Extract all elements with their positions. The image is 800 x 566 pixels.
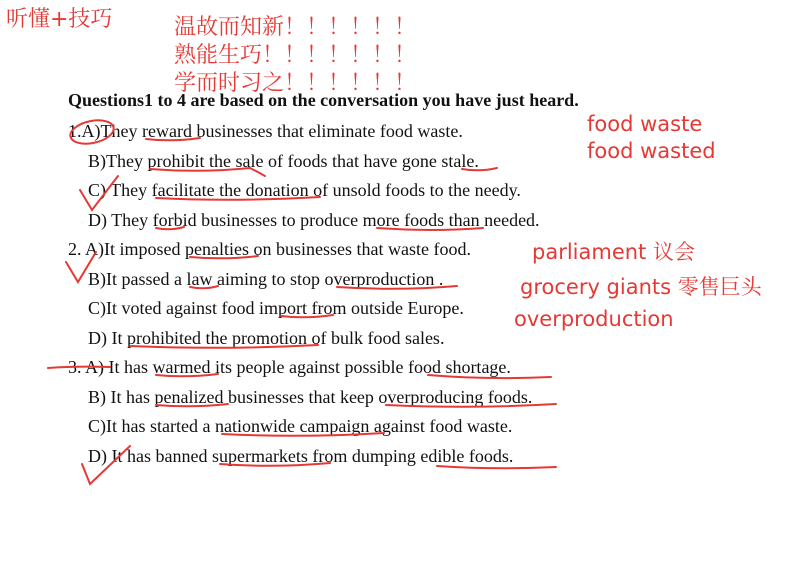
option-text: A)They reward businesses that eliminate food waste. [81,121,463,141]
underline-mark [156,227,184,229]
question-1-option-d: D) They forbid businesses to produce more foods than needed. [88,210,540,230]
underline-mark [437,466,556,468]
underline-mark [337,286,457,289]
motto-line: 学而时习之！！！！！！ [174,71,417,96]
motto-line: 熟能生巧！！！！！！！ [174,43,417,68]
underline-mark [150,168,265,176]
underline-mark [190,286,218,288]
question-2-option-d: D) It prohibited the promotion of bulk food sales. [88,328,445,348]
underline-mark [130,345,318,348]
question-2-option-b: B)It passed a law aiming to stop overproduction . [88,269,444,289]
underline-mark [377,228,483,230]
tick-mark [66,252,96,282]
underline-mark [462,168,497,170]
underline-mark [386,404,556,407]
tick-mark [82,446,130,484]
underline-mark [281,315,333,317]
underline-mark [156,374,218,376]
question-number: 1. [68,121,82,141]
note-food-waste: food waste [587,112,703,136]
note-food-wasted: food wasted [587,139,716,163]
tick-mark [80,176,118,210]
question-1-option-b: B)They prohibit the sale of foods that have gone stale. [88,151,479,171]
underline-mark [190,256,258,258]
underline-mark [220,463,330,466]
underline-mark [146,138,200,140]
option-text: A) It has warmed its people against possible food shortage. [85,357,511,377]
question-number: 2. [68,239,82,259]
handwritten-note-listening-skills: 听懂+技巧 [6,7,113,32]
instruction-heading: Questions1 to 4 are based on the conversation you have just heard. [68,90,579,110]
note-overproduction: overproduction [514,307,674,331]
underline-mark [156,404,228,406]
question-3-option-b: B) It has penalized businesses that keep overproducing foods. [88,387,533,407]
strike-mark [48,367,110,368]
underline-mark [428,375,551,378]
circle-mark [68,117,116,148]
note-parliament: parliament 议会 [532,240,695,264]
option-text: A)It imposed penalties on businesses that waste food. [85,239,471,259]
underline-mark [156,197,320,200]
note-grocery-giants: grocery giants 零售巨头 [520,275,762,299]
underline-mark [222,433,384,436]
question-2-option-c: C)It voted against food import from outside Europe. [88,298,464,318]
question-number: 3. [68,357,82,377]
question-3-option-d: D) It has banned supermarkets from dumping edible foods. [88,446,514,466]
question-1-option-c: C) They facilitate the donation of unsold foods to the needy. [88,180,521,200]
motto-line: 温故而知新！！！！！！ [174,15,417,40]
question-3-option-c: C)It has started a nationwide campaign against food waste. [88,416,513,436]
